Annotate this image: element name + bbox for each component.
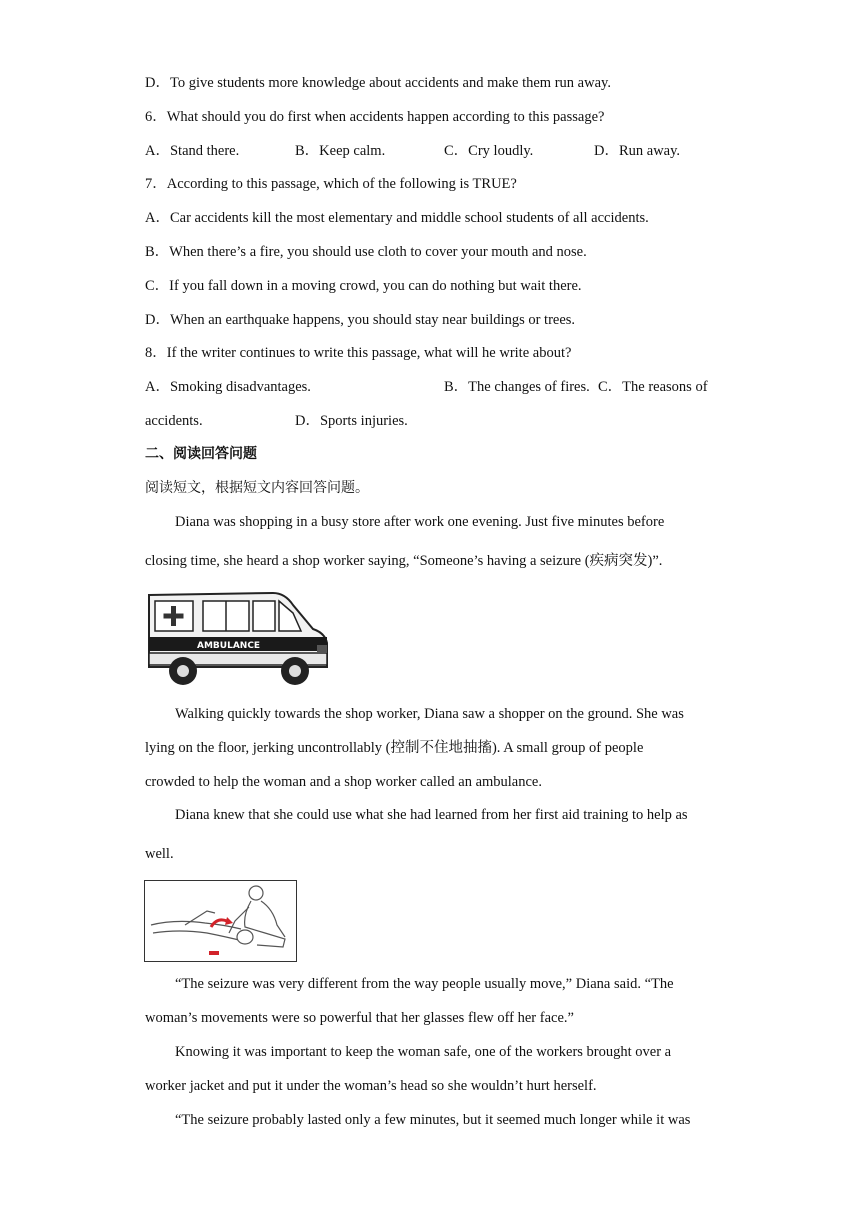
passage-p1-line2: closing time, she heard a shop worker saying, “Someone’s having a seizure (疾病突发)”. xyxy=(145,553,663,569)
section-heading: 二、阅读回答问题 xyxy=(145,446,257,462)
passage-p2-line1: Walking quickly towards the shop worker, Diana saw a shopper on the ground. She was xyxy=(175,706,684,722)
q6-stem: 6．What should you do first when accidents happen according to this passage? xyxy=(145,109,605,125)
q8-stem: 8．If the writer continues to write this passage, what will he write about? xyxy=(145,345,572,361)
ambulance-label: AMBULANCE xyxy=(197,641,261,651)
passage-p3-line1: Diana knew that she could use what she had learned from her first aid training to help as xyxy=(175,807,688,823)
passage-p3-line2: well. xyxy=(145,846,174,862)
q5-option-d: D．To give students more knowledge about accidents and make them run away. xyxy=(145,75,611,91)
q8-option-c: C．The reasons of xyxy=(598,379,708,395)
q7-option-a: A．Car accidents kill the most elementary and middle school students of all accidents. xyxy=(145,210,649,226)
section-instruction: 阅读短文，根据短文内容回答问题。 xyxy=(145,480,369,496)
passage-p1-line1: Diana was shopping in a busy store after work one evening. Just five minutes before xyxy=(175,514,665,530)
q7-stem: 7．According to this passage, which of the following is TRUE? xyxy=(145,176,517,192)
passage-p6-line1: “The seizure probably lasted only a few minutes, but it seemed much longer while it was xyxy=(175,1112,691,1128)
first-aid-image xyxy=(144,880,297,962)
q8-option-a: A．Smoking disadvantages. xyxy=(145,379,311,395)
q8-option-d: D．Sports injuries. xyxy=(295,413,408,429)
q6-option-a: A．Stand there. xyxy=(145,143,240,159)
ambulance-icon xyxy=(145,587,331,691)
first-aid-icon xyxy=(145,881,296,961)
q8-option-c-cont: accidents. xyxy=(145,413,203,429)
q7-option-c: C．If you fall down in a moving crowd, you can do nothing but wait there. xyxy=(145,278,582,294)
q6-option-d: D．Run away. xyxy=(594,143,681,159)
passage-p4-line2: woman’s movements were so powerful that her glasses flew off her face.” xyxy=(145,1010,574,1026)
passage-p2-line2: lying on the floor, jerking uncontrollably (控制不住地抽搐). A small group of people xyxy=(145,740,644,756)
passage-p5-line2: worker jacket and put it under the woman’s head so she wouldn’t hurt herself. xyxy=(145,1078,597,1094)
passage-p2-line3: crowded to help the woman and a shop worker called an ambulance. xyxy=(145,774,542,790)
q8-option-b: B．The changes of fires. xyxy=(444,379,590,395)
q7-option-d: D．When an earthquake happens, you should stay near buildings or trees. xyxy=(145,312,576,328)
q6-option-b: B．Keep calm. xyxy=(295,143,386,159)
passage-p4-line1: “The seizure was very different from the way people usually move,” Diana said. “The xyxy=(175,976,674,992)
passage-p5-line1: Knowing it was important to keep the woman safe, one of the workers brought over a xyxy=(175,1044,672,1060)
ambulance-image xyxy=(145,587,331,691)
q7-option-b: B．When there’s a fire, you should use cloth to cover your mouth and nose. xyxy=(145,244,587,260)
q6-option-c: C．Cry loudly. xyxy=(444,143,534,159)
